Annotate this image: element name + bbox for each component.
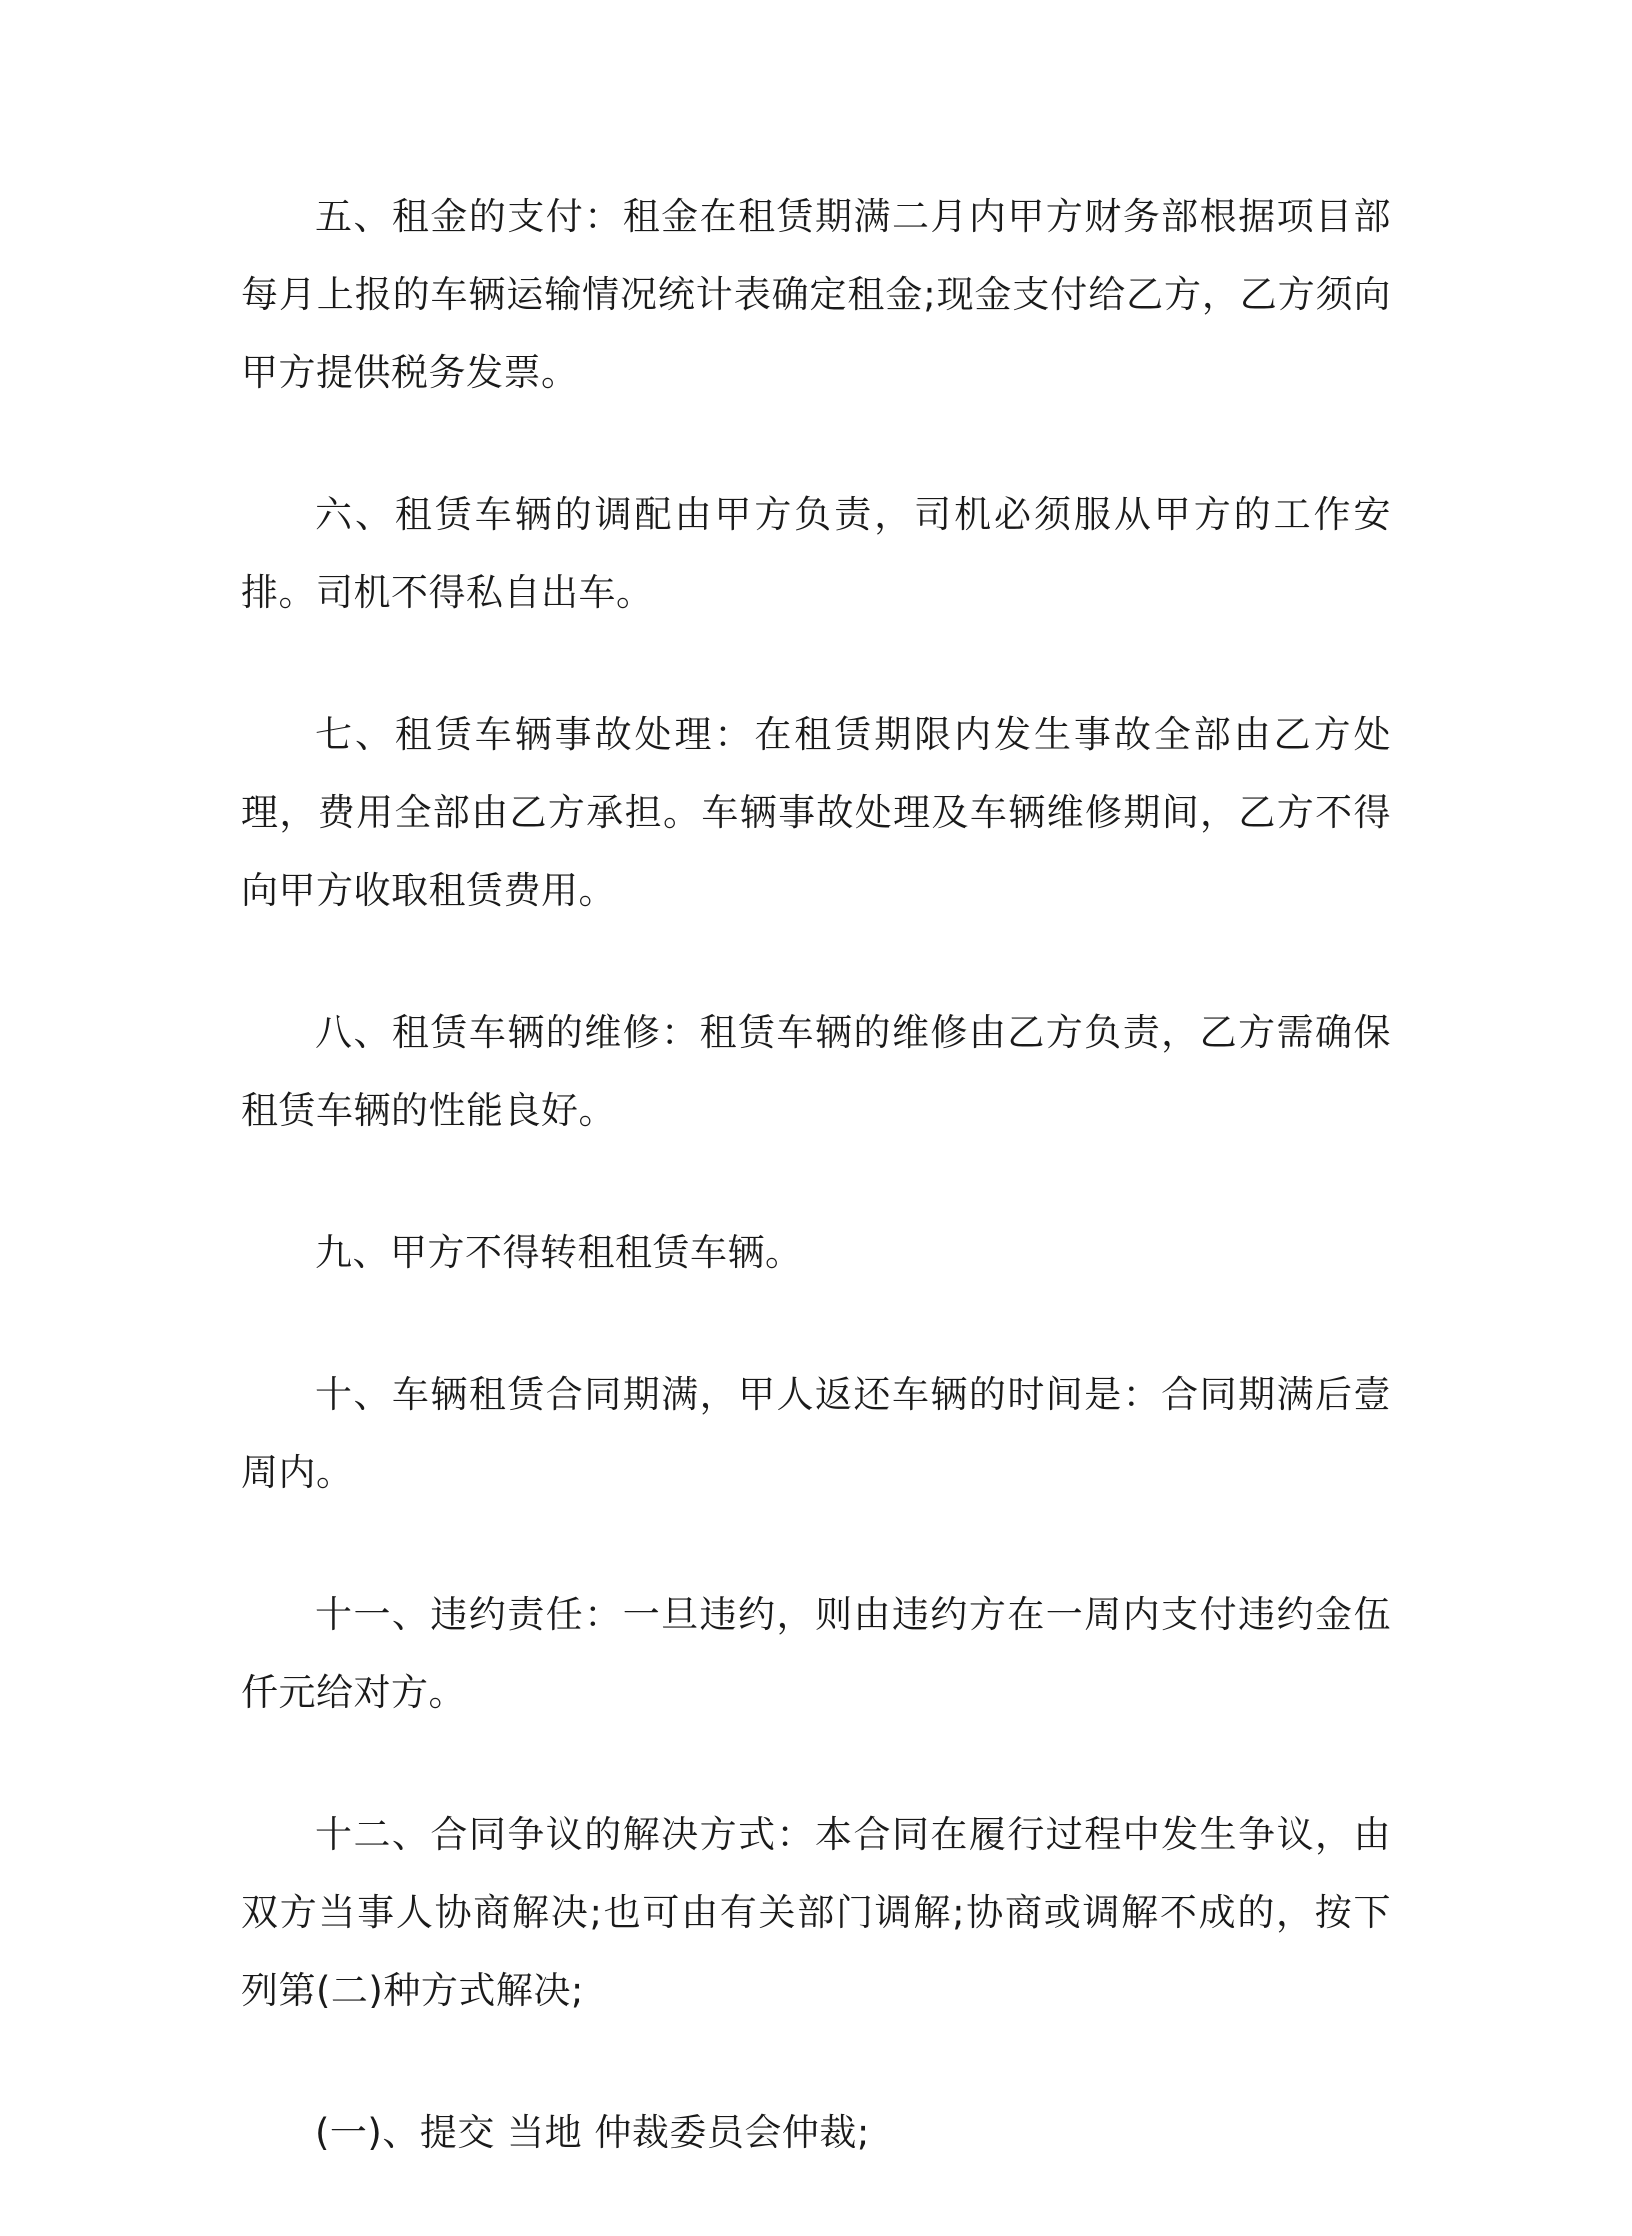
clause-7-accident-handling: 七、租赁车辆事故处理：在租赁期限内发生事故全部由乙方处理，费用全部由乙方承担。车辆事故处理及车辆维修期间，乙方不得向甲方收取租赁费用。	[241, 713, 1391, 912]
clause-5-rent-payment: 五、租金的支付：租金在租赁期满二月内甲方财务部根据项目部每月上报的车辆运输情况统计表确定租金;现金支付给乙方，乙方须向甲方提供税务发票。	[241, 195, 1391, 394]
clause-9-no-sublease: 九、甲方不得转租租赁车辆。	[315, 1231, 803, 1274]
clause-10-vehicle-return: 十、车辆租赁合同期满，甲人返还车辆的时间是：合同期满后壹周内。	[241, 1373, 1391, 1494]
clause-11-breach-liability: 十一、违约责任：一旦违约，则由违约方在一周内支付违约金伍仟元给对方。	[241, 1593, 1391, 1714]
dispute-option-1-arbitration: (一)、提交 当地 仲裁委员会仲裁;	[315, 2111, 870, 2154]
document-body	[241, 178, 1391, 2236]
clause-6-vehicle-dispatch: 六、租赁车辆的调配由甲方负责，司机必须服从甲方的工作安排。司机不得私自出车。	[241, 493, 1391, 614]
clause-8-vehicle-maintenance: 八、租赁车辆的维修：租赁车辆的维修由乙方负责，乙方需确保租赁车辆的性能良好。	[241, 1011, 1391, 1132]
clause-12-dispute-resolution: 十二、合同争议的解决方式：本合同在履行过程中发生争议，由双方当事人协商解决;也可由有关部门调解;协商或调解不成的，按下列第(二)种方式解决;	[241, 1813, 1391, 2012]
